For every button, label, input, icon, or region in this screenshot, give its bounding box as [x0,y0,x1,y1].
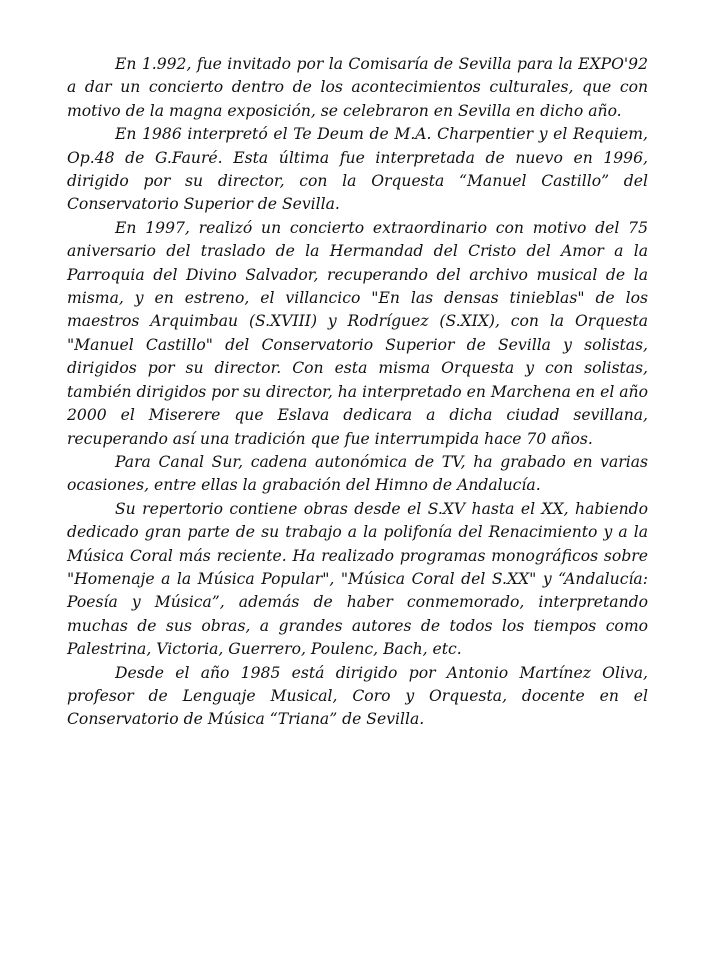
paragraph-expo92: En 1.992, fue invitado por la Comisaría de Sevilla para la EXPO'92 a dar un concierto dentro de los acontecimientos culturales, que con motivo de la magna exposición, se celebraron en Sevilla en dicho año. [67,55,648,120]
paragraph-te-deum-requiem: En 1986 interpretó el Te Deum de M.A. Charpentier y el Requiem, Op.48 de G.Fauré. Esta última fue interpretada de nuevo en 1996, dirigido por su director, con la Orquesta “Manuel Castillo” del Conservatorio Superior de Sevilla. [67,125,648,214]
paragraph-concierto-1997: En 1997, realizó un concierto extraordinario con motivo del 75 aniversario del traslado de la Hermandad del Cristo del Amor a la Parroquia del Divino Salvador, recuperando del archivo musical de la misma, y en estreno, el villancico "En las densas tinieblas" de los maestros Arquimbau (S.XVIII) y Rodríguez (S.XIX), con la Orquesta "Manuel Castillo" del Conservatorio Superior de Sevilla y solistas, dirigidos por su director. Con esta misma Orquesta y con solistas, también dirigidos por su director, ha interpretado en Marchena en el año 2000 el Miserere que Eslava dedicara a dicha ciudad sevillana, recuperando así una tradición que fue interrumpida hace 70 años. [67,218,648,448]
paragraph-repertorio: Su repertorio contiene obras desde el S.XV hasta el XX, habiendo dedicado gran parte de su trabajo a la polifonía del Renacimiento y a la Música Coral más reciente. Ha realizado programas monográficos sobre "Homenaje a la Música Popular", "Música Coral del S.XX" y “Andalucía: Poesía y Música”, además de haber conmemorado, interpretando muchas de sus obras, a grandes autores de todos los tiempos como Palestrina, Victoria, Guerrero, Poulenc, Bach, etc. [67,499,648,659]
paragraph-canal-sur: Para Canal Sur, cadena autonómica de TV, ha grabado en varias ocasiones, entre ellas la grabación del Himno de Andalucía. [67,452,648,495]
paragraph-director: Desde el año 1985 está dirigido por Antonio Martínez Oliva, profesor de Lenguaje Musical, Coro y Orquesta, docente en el Conservatorio de Música “Triana” de Sevilla. [67,663,648,729]
document-page [67,53,648,732]
